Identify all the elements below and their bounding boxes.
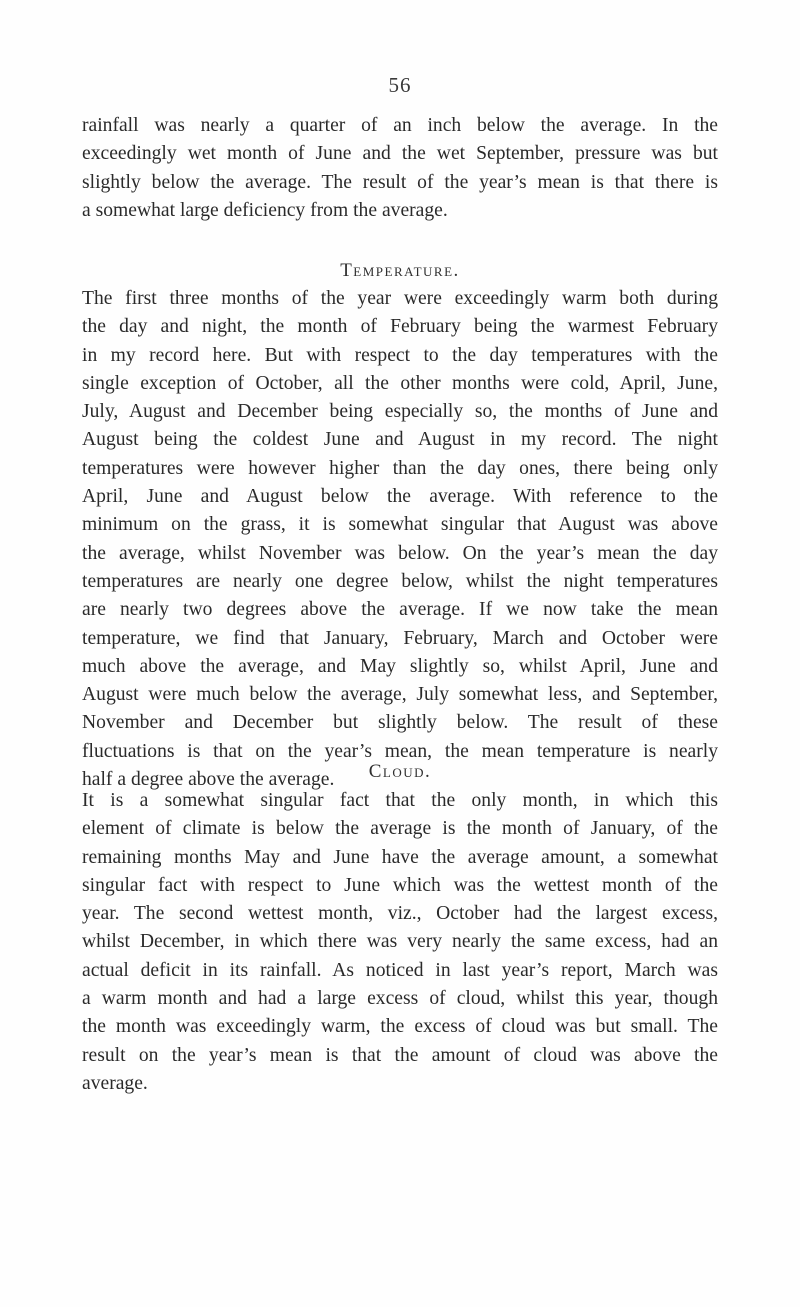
text-line: temperatures are nearly one degree below, whilst the night temperatures	[82, 570, 718, 592]
text-line: temperatures were however higher than the day ones, there being only	[82, 457, 718, 479]
text-line: a warm month and had a large excess of cloud, whilst this year, though	[82, 988, 718, 1010]
text-line: singular fact with respect to June which was the wettest month of the	[82, 874, 718, 896]
text-line: August were much below the average, July somewhat less, and September,	[82, 684, 718, 706]
text-line: the day and night, the month of February being the warmest February	[82, 316, 718, 338]
page-number: 56	[388, 73, 412, 97]
text-line: half a degree above the average.	[82, 769, 335, 791]
paragraph-pressure-conclusion	[82, 112, 718, 225]
text-line: element of climate is below the average is the month of January, of the	[82, 818, 718, 840]
text-line: a somewhat large deficiency from the average.	[82, 199, 448, 221]
text-line: It is a somewhat singular fact that the only month, in which this	[82, 790, 718, 811]
section-heading-temperature: Temperature.	[340, 260, 460, 281]
text-line: much above the average, and May slightly so, whilst April, June and	[82, 655, 718, 677]
text-line: result on the year’s mean is that the amount of cloud was above the	[82, 1044, 718, 1066]
text-line: remaining months May and June have the average amount, a somewhat	[82, 846, 718, 868]
text-line: slightly below the average. The result of the year’s mean is that there is	[82, 171, 718, 193]
paragraph-cloud	[82, 787, 718, 1098]
text-line: are nearly two degrees above the average. If we now take the mean	[82, 599, 718, 621]
text-line: single exception of October, all the other months were cold, April, June,	[82, 372, 718, 394]
text-line: the month was exceedingly warm, the excess of cloud was but small. The	[82, 1016, 718, 1038]
text-line: August being the coldest June and August in my record. The night	[82, 429, 718, 451]
text-line: minimum on the grass, it is somewhat singular that August was above	[82, 514, 718, 536]
text-line: whilst December, in which there was very nearly the same excess, had an	[82, 931, 718, 953]
text-line: July, August and December being especially so, the months of June and	[82, 401, 718, 423]
text-line: average.	[82, 1072, 148, 1094]
text-line: the average, whilst November was below. On the year’s mean the day	[82, 542, 718, 564]
text-line: The first three months of the year were exceedingly warm both during	[82, 288, 718, 309]
text-line: November and December but slightly below. The result of these	[82, 712, 718, 734]
text-line: temperature, we find that January, February, March and October were	[82, 627, 718, 649]
text-line: April, June and August below the average. With reference to the	[82, 486, 718, 508]
section-heading-cloud: Cloud.	[368, 761, 432, 782]
text-line: fluctuations is that on the year’s mean, the mean temperature is nearly	[82, 740, 718, 762]
text-line: rainfall was nearly a quarter of an inch below the average. In the	[82, 115, 718, 136]
text-line: in my record here. But with respect to the day temperatures with the	[82, 344, 718, 366]
text-line: actual deficit in its rainfall. As noticed in last year’s report, March was	[82, 959, 718, 981]
text-line: year. The second wettest month, viz., October had the largest excess,	[82, 903, 718, 925]
text-line: exceedingly wet month of June and the wet September, pressure was but	[82, 143, 718, 165]
paragraph-temperature	[82, 285, 718, 794]
